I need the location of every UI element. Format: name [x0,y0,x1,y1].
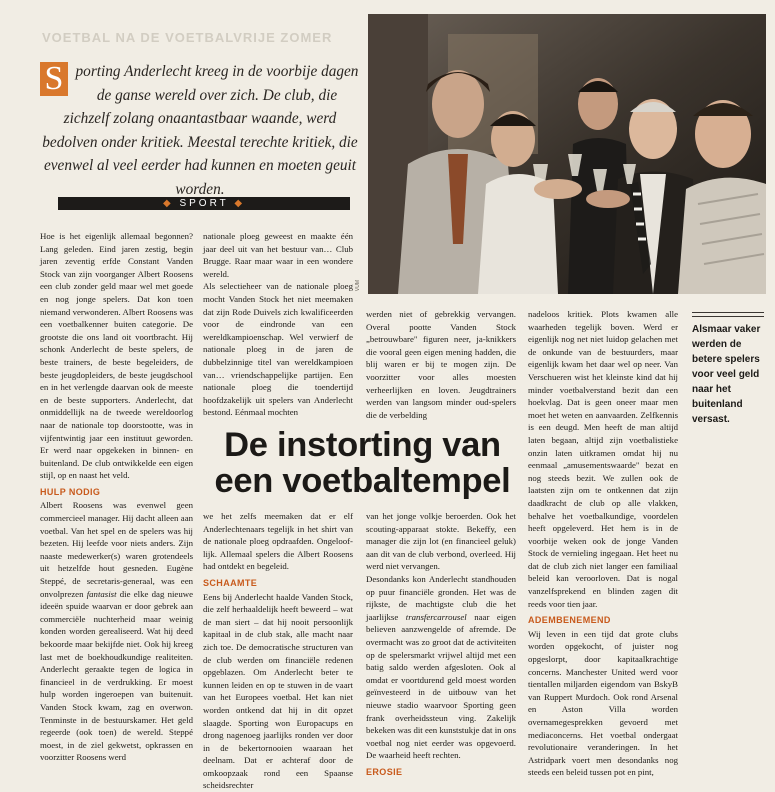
paragraph: nationale ploeg geweest en maakte één jaar deel uit van het bestuur van… Club Brugge. Raar maar waar in een wondere wereld. [203,231,353,279]
sidebar-rule [692,316,764,317]
paragraph: Als selectieheer van de nationale ploeg mocht Vanden Stock het niet meemaken dat zijn Rode Duivels zich kwalificeerden voor de eindronde van een wereldkampioenschap. Wel verwierf de nationale ploeg in de jaren de dubbelzinnige titel van wereldkampioen van… vriendschappelijke partijen. Een nationale ploeg die toendertijd hoofdzakelijk uit spelers van Anderlecht bestond. Eénmaal mochten [203,281,353,418]
paragraph: we het zelfs meemaken dat er elf Anderlechtenaars tegelijk in het shirt van de nationale ploeg opdraafden. Ongeloof-lijk. Allemaal spelers die Albert Roosens had ontdekt en begeleid. [203,511,353,572]
pull-quote: Alsmaar vaker werden de betere spelers voor veel geld naar het buitenland versast. [692,324,761,425]
paragraph: Albert Roosens was evenwel geen commercieel manager. Hij dacht alleen aan voetbal. Van het spel en de spelers was hij bezeten. Hij leefde voor niets anders. Zijn naaste medewerker(s) waren grotendeels uit hetzelfde hout gesneden. Eugène Steppé, de secretaris-generaal, was een onvolprezen fantasist die elke dag nieuwe ideeën spuide waarvan er door gebrek aan commerciële nuchterheid maar weinig konden worden gerealiseerd. Wat hij deed bekoorde maar bekijfde niet. Ook hij kreeg last met de boekhoudkundige realiteiten. Anderlecht geraakte tegen de logica in financieel in de verdrukking. Er moest hulp worden ingeroepen van buitenuit. Vanden Stock kwam, zag en overwon. Tenminste in de bestuurskamer. Het geld regeerde (ook toen) de wereld. Steppé moest, in de ziel gekwetst, opkrassen en voorzitter Roosens werd [40,500,193,763]
subheading-erosie: EROSIE [366,766,403,777]
article-column-4 [528,308,678,779]
diamond-icon: ◆ [234,198,246,209]
lead-intro [40,60,360,201]
section-bar [58,197,350,210]
article-column-3-continued [366,510,516,779]
subheading-schaamte: SCHAAMTE [203,577,258,588]
subheading-hulp-nodig: HULP NODIG [40,486,101,497]
paragraph: Desondanks kon Anderlecht standhouden op puur financiële gronden. Het was de rijkste, de machtigste club die het jaarlijkse transfercarrousel naar eigen believen aanzwengelde of afremde. De overmacht was zo groot dat de activiteiten op de spelersmarkt vrijwel altijd met een batig saldo werden afgesloten. Ook al omdat er voortdurend geld moest worden geïnvesteerd in de uitbouw van het nieuwe stadio waarvoor Sporting geen frank overheidssteun ving. Zakelijk bekeken was dit een kunststukje dat in ons voetbal nog niet eerder was opgevoerd. De waarheid heeft rechten. [366,573,516,761]
article-column-3 [366,308,516,421]
article-column-2-continued [203,510,353,792]
paragraph: Eens bij Anderlecht haalde Vanden Stock, die zelf herhaaldelijk heeft beweerd – wat de man siert – dat hij nooit persoonlijk kapitaal in de club stak, alle macht naar zich toe. De democratische structuren van de club werden om financiële redenen opgeblazen. Om Anderlecht beter te kunnen leiden en op te stuwen in de vaart van het Europees voetbal. Het kan niet worden ontkend dat hij in dit opzet slaagde. Sporting won Europacups en drong nagenoeg jaarlijks ronden ver door in de bekertornooien waaraan het deelnam. Dat er achteraf door de omkoopzaak rond een Spaanse scheidsrechter [203,591,353,791]
paragraph: van het jonge volkje beroerden. Ook het scouting-apparaat stokte. Bekeffy, een manager die zijn lot (en financieel geluk) aan dit van de club verbond, overleed. Hij werd niet vervangen. [366,511,516,572]
paragraph: Wij leven in een tijd dat grote clubs worden opgekocht, of juister nog opgeslorpt, door kapitaalkrachtige concerns. Manchester United werd voor tientallen miljarden eigendom van BskyB van Ruppert Murdoch. Ook rond Arsenal en Aston Villa worden overnamegesprekken gevoerd met mediaconcerns. Het voetbal ondergaat revolutionaire veranderingen. In het Astridpark voert men desondanks nog steeds een beleid tussen pot en pint, [528,628,678,778]
article-column-2 [203,230,353,419]
diamond-icon: ◆ [162,198,174,209]
dropcap-letter: S [40,62,68,96]
paragraph: werden niet of gebrekkig vervangen. Overal pootte Vanden Stock „betrouwbare" figuren neer, ja-knikkers die vooral geen eigen mening hadden, die blij waren er bij te mogen zijn. De voorzitter voor alles moesten verheerlijken en loven. Jeugdtrainers werden van langsom minder oud-spelers die de verbelding [366,309,516,420]
section-label: SPORT [179,198,229,209]
sidebar-rule [692,312,764,313]
paragraph: nadeloos kritiek. Plots kwamen alle waarheden tegelijk boven. Werd er eigenlijk nog net niet luidop gelachen met de onkunde van de bestuurders, maar eigenlijk kwam het daar wel op neer. Van Verschueren wist het kleinste kind dat hij minder voetbalverstand bezit dan een hoekvlag. Dat is geen oneer maar men moet het weten en aanvaarden. Zelfkennis is een deugd. Men heeft de man altijd laten begaan, altijd zijn voetbalistieke onzin laten uitkramen omdat hij nu eenmaal „amusementswaarde" bezat en nog steeds bezit. We zullen ook de laatsten zijn om te ontkennen dat zijn daadkracht de club op alle vlakken, behalve het voetbalkundige, voordelen heeft opgeleverd. Het hem is in de voorbije weken ook de jonge Vanden Stock de vernieling ingegaan. Het heet nu dat de club zich niet langer een familiaal beleid kan veroorloven. Dat is nogal vanzelfsprekend en blinden zagen dit reeds voor tien jaar. [528,309,678,609]
paragraph: Hoe is het eigenlijk allemaal begonnen? Lang geleden. Eind jaren zestig, begin jaren zeventig erfde Constant Vanden Stock van zijn voorganger Albert Roosens een club zonder geld maar wel met goede en nog jonge spelers. Dat kon toen niemand verwonderen. Albert Roosens was een voetbalkenner buiten categorie. De grootste die ons land oit voortbracht. Hij schonk Anderlecht de beste spelers, de beste trainers, de beste begeleiders, de beste jeugdopleiders, de beste jeugdschool en in het verlengde daarvan ook de meeste en de beste supporters. Anderlecht, dat onmiddellijk na de tweede wereldoorlog naar de nationale top doorstootte, was in vijfentwintig jaar een instituut geworden. Er werd naar opgekeken in binnen- en buitenland. De club ontwikkelde een eigen stijl, op en naast het veld. [40,231,193,481]
article-column-1 [40,230,193,764]
photo-illustration [368,14,766,294]
headline: De instorting van een voetbaltempel [214,426,511,500]
team-celebration-photo [368,14,766,294]
photo-credit: VUM [355,280,361,292]
subheading-adembenemend: ADEMBENEMEND [528,615,611,626]
faded-header: VOETBAL NA DE VOETBALVRIJE ZOMER [42,30,333,45]
lead-text: porting Anderlecht kreeg in de voorbije dagen de ganse wereld over zich. De club, die zichzelf zolang onaantastbaar waande, werd bedolven onder kritiek. Meestal terechte kritiek, die evenwel al veel eerder had kunnen en moeten geuit worden. [42,63,359,198]
